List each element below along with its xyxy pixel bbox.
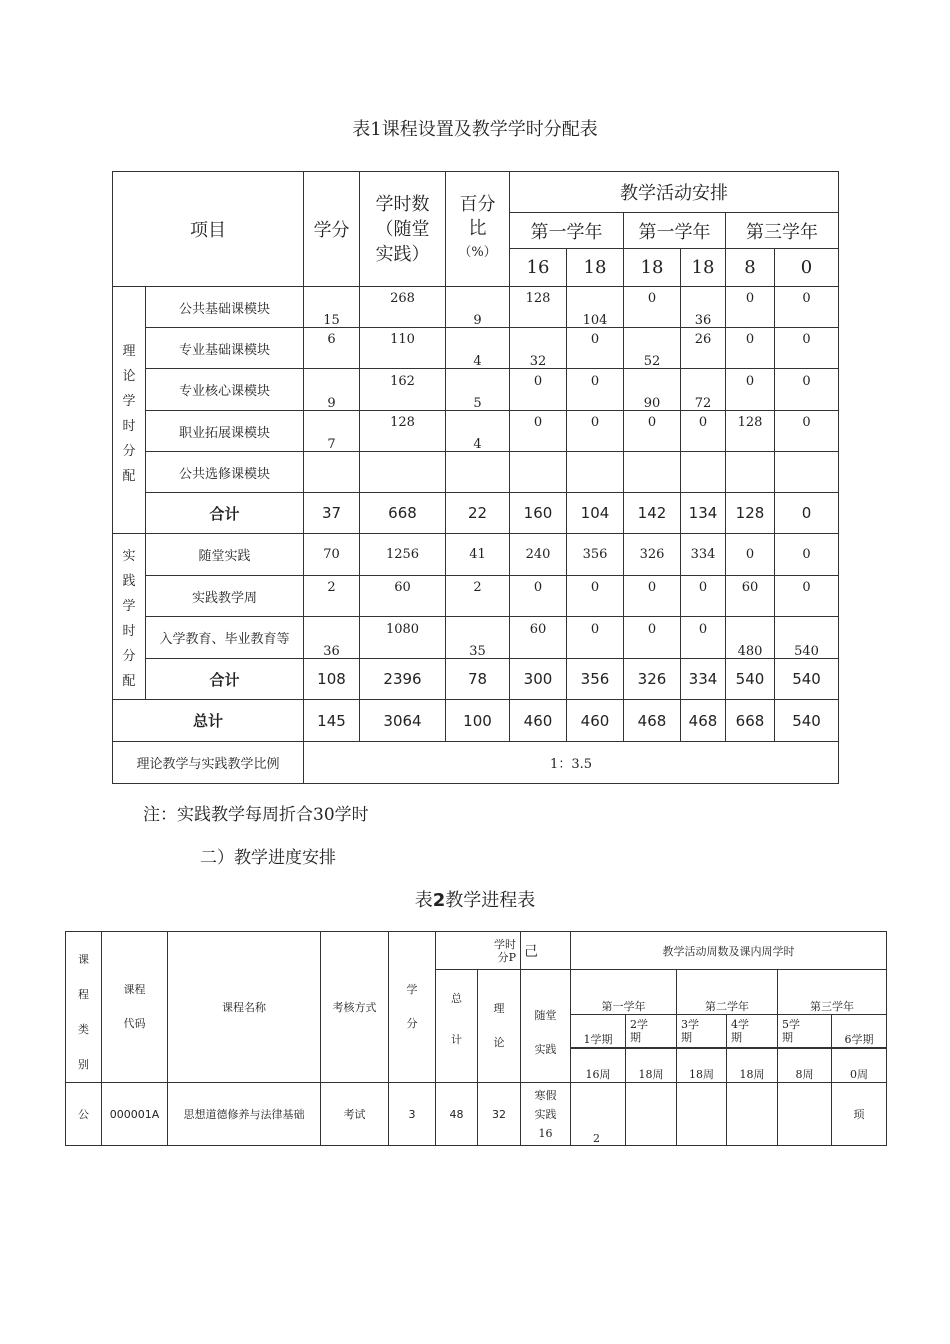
row-name: 专业基础课模块 [146,328,304,369]
header-hours: 学时数 （随堂 实践） [360,172,446,287]
value-cell: 356 [567,659,624,700]
value-cell: 0 [802,332,811,347]
value-cell: 72 [694,395,712,411]
ratio-row [113,742,839,784]
header-year-3: 第三学年 [726,213,839,249]
term-weeks: 8周 [778,1048,832,1082]
header-course-type: 课 程 类 别 [66,932,102,1083]
credit-value: 145 [304,700,360,742]
value-cell: 480 [737,643,763,659]
row-name: 入学教育、毕业教育等 [146,617,304,659]
row-name: 总计 [113,700,304,742]
total-row [113,700,839,742]
percent-value: 5 [473,395,482,411]
credit-value: 7 [327,437,336,452]
header-theory-hours: 理 论 [478,970,521,1083]
row-name: 随堂实践 [146,534,304,576]
value-cell: 0 [647,415,657,430]
value-cell: 0 [698,580,708,595]
term-label: 3学 期 [677,1015,727,1047]
value-cell: 0 [590,332,600,347]
value-cell: 104 [567,493,624,534]
value-cell: 0 [802,415,811,430]
table-row [113,287,839,328]
value-cell: 26 [694,332,712,347]
value-cell: 128 [525,291,551,306]
percent-value: 100 [446,700,510,742]
value-cell: 0 [533,580,543,595]
value-cell: 0 [775,493,839,534]
value-cell: 52 [643,354,661,369]
table-row [66,1083,887,1146]
value-cell: 0 [698,415,708,430]
value-cell: 0 [590,373,600,389]
value-cell: 240 [510,534,567,576]
term-hours: 顼 [832,1083,887,1146]
table-row [113,411,839,452]
hours-value: 1256 [360,534,446,576]
value-cell: 468 [624,700,681,742]
hours-value: 668 [360,493,446,534]
term-weeks: 18周 [626,1048,677,1082]
value-cell: 0 [802,580,811,595]
header-practice-hours: 随堂 实践 [521,970,571,1083]
week-count: 18 [624,249,681,287]
ratio-label: 理论教学与实践教学比例 [113,742,304,784]
ratio-value: 1：3.5 [304,742,839,784]
credit-value: 108 [304,659,360,700]
row-name: 合计 [146,659,304,700]
course-hours-table [112,171,839,784]
hours-value: 2396 [360,659,446,700]
credit-value: 70 [304,534,360,576]
value-cell: 0 [802,291,811,306]
row-name: 专业核心课模块 [146,369,304,411]
credit-value: 37 [304,493,360,534]
value-cell: 160 [510,493,567,534]
theory-hours: 32 [478,1083,521,1146]
credit-value: 15 [323,313,340,328]
table-note: 注：实践教学每周折合30学时 [143,805,369,825]
header-percent: 百分 比 （%） [446,172,510,287]
value-cell: 326 [624,534,681,576]
value-cell: 0 [745,291,755,306]
week-count: 18 [567,249,624,287]
table-row [113,328,839,369]
value-cell: 540 [775,659,839,700]
value-cell: 134 [681,493,726,534]
week-count: 16 [510,249,567,287]
table2-title: 表2教学进程表 [414,890,536,911]
value-cell: 0 [590,415,600,430]
percent-value: 35 [469,643,486,659]
week-count: 8 [726,249,775,287]
section-heading: 二）教学进度安排 [200,848,336,868]
header-credit: 学分 [304,172,360,287]
header-year-1: 第一学年 [571,970,677,1015]
term-label: 2学 期 [626,1015,677,1047]
value-cell: 468 [681,700,726,742]
value-cell: 0 [745,332,755,347]
value-cell: 0 [647,621,657,637]
table-row [113,534,839,576]
value-cell: 0 [647,580,657,595]
percent-value: 4 [473,437,482,452]
table-row [113,617,839,659]
header-year-1: 第一学年 [510,213,624,249]
value-cell: 0 [802,373,811,389]
row-name: 公共选修课模块 [146,452,304,493]
percent-value: 41 [446,534,510,576]
course-type: 公 [66,1083,102,1146]
term-weeks: 16周 [571,1048,626,1082]
value-cell: 90 [643,395,661,411]
week-count: 0 [775,249,839,287]
credit-value: 9 [327,395,336,411]
value-cell: 460 [567,700,624,742]
course-name: 思想道德修养与法律基础 [168,1083,321,1146]
value-cell: 0 [533,373,543,389]
hours-value: 162 [390,373,415,389]
value-cell: 0 [590,621,600,637]
row-name: 实践教学周 [146,576,304,617]
percent-value: 22 [446,493,510,534]
hours-value: 60 [394,580,411,595]
row-name: 职业拓展课模块 [146,411,304,452]
header-hours-group: 学时 分P [436,932,521,970]
table1-title: 表1课程设置及教学学时分配表 [352,119,598,140]
value-cell: 356 [567,534,624,576]
header-activity: 教学活动周数及课内周学时 [571,932,887,970]
value-cell: 334 [681,534,726,576]
term-label: 5学 期 [778,1015,832,1047]
header-year-3: 第三学年 [778,970,887,1015]
value-cell: 334 [681,659,726,700]
group-practice-label: 实 践 学 时 分 配 [113,534,146,700]
term-weeks: 18周 [677,1048,727,1082]
exam-method: 考试 [321,1083,389,1146]
term-label: 4学 期 [727,1015,778,1047]
header-course-name: 课程名称 [168,932,321,1083]
value-cell: 0 [647,291,657,306]
credit-value: 6 [327,332,336,347]
table-row [113,576,839,617]
hours-value: 110 [390,332,415,347]
week-count: 18 [681,249,726,287]
percent-value: 4 [473,354,482,369]
total-hours: 48 [436,1083,478,1146]
value-cell: 60 [741,580,759,595]
value-cell: 36 [694,313,712,328]
hours-value: 3064 [360,700,446,742]
percent-value: 78 [446,659,510,700]
value-cell: 460 [510,700,567,742]
value-cell: 0 [726,534,775,576]
value-cell: 0 [533,415,543,430]
hours-value: 1080 [385,621,420,637]
header-year-2: 第一学年 [624,213,726,249]
row-name: 公共基础课模块 [146,287,304,328]
value-cell: 0 [745,373,755,389]
value-cell: 0 [590,580,600,595]
term-hours: 2 [571,1083,626,1146]
table-row [113,369,839,411]
term-weeks: 0周 [832,1048,887,1082]
course-schedule-table [65,931,887,1146]
percent-value: 2 [473,580,482,595]
value-cell: 326 [624,659,681,700]
value-cell: 0 [775,534,839,576]
header-course-code: 课程 代码 [102,932,168,1083]
value-cell: 128 [737,415,763,430]
subtotal-row [113,493,839,534]
value-cell: 540 [775,700,839,742]
credit-value: 36 [323,643,340,659]
value-cell: 104 [582,313,608,328]
value-cell: 540 [794,643,819,659]
subtotal-row [113,659,839,700]
value-cell: 60 [529,621,547,637]
header-ji: 己 [521,932,571,970]
header-total-hours: 总 计 [436,970,478,1083]
row-name: 合计 [146,493,304,534]
practice-hours: 寒假 实践 16 [521,1083,571,1146]
credit-value: 2 [327,580,336,595]
credit-value: 3 [389,1083,436,1146]
course-code: 000001A [102,1083,168,1146]
hours-value: 268 [390,291,415,306]
hours-value: 128 [390,415,415,430]
header-year-2: 第二学年 [677,970,778,1015]
value-cell: 668 [726,700,775,742]
term-label: 6学期 [832,1015,887,1047]
value-cell: 0 [698,621,708,637]
value-cell: 142 [624,493,681,534]
value-cell: 300 [510,659,567,700]
term-label: 1学期 [571,1015,626,1047]
header-item: 项目 [113,172,304,287]
value-cell: 540 [726,659,775,700]
term-weeks: 18周 [727,1048,778,1082]
header-activity: 教学活动安排 [510,172,839,213]
percent-value: 9 [473,313,482,328]
group-theory-label: 理 论 学 时 分 配 [113,287,146,534]
table-row [113,452,839,493]
value-cell: 128 [726,493,775,534]
header-credit: 学 分 [389,932,436,1083]
header-exam: 考核方式 [321,932,389,1083]
value-cell: 32 [529,354,547,369]
